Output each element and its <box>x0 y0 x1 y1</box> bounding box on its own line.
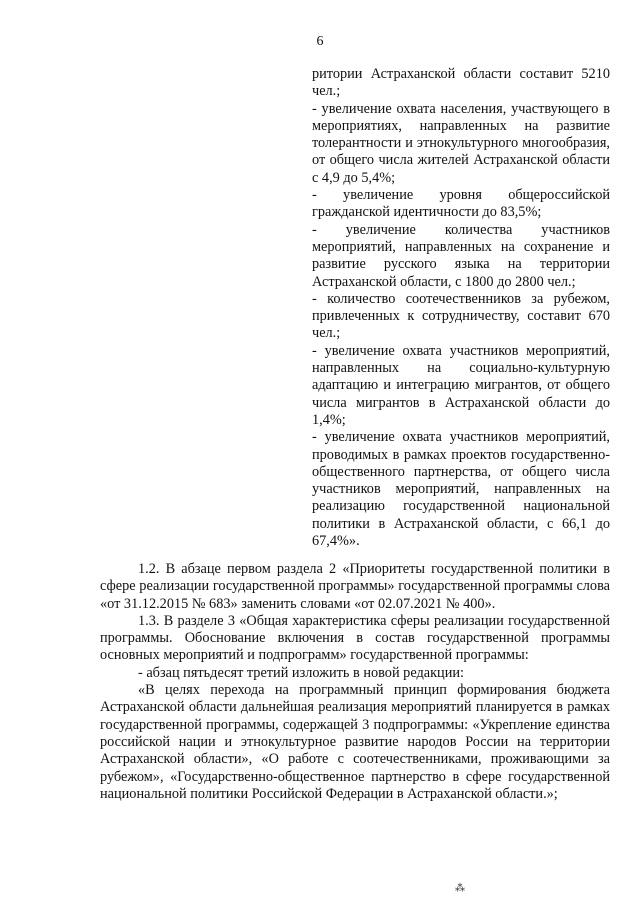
footer-mark: ⁂ <box>455 883 465 894</box>
list-item: - увеличение охвата участников мероприятий, направленных на социально-культурную адаптацию и интеграцию мигрантов, от общего числа мигрантов в Астраханской области до 1,4%; <box>312 342 610 428</box>
list-item: ритории Астраханской области составит 5210 чел.; <box>312 66 610 100</box>
paragraph: - абзац пятьдесят третий изложить в новой редакции: <box>138 664 464 681</box>
document-body <box>100 561 610 803</box>
paragraph: «В целях перехода на программный принцип формирования бюджета Астраханской области дальнейшая реализация мероприятий планируется в рамках государственной программы, содержащей 3 подпрограммы: «Укрепление единства российской нации и этнокультурное развитие народов России на территории Астраханской области», «О работе с соотечественниками, проживающими за рубежом», «Государственно-общественное партнерство в сфере государственной национальной политики Российской Федерации в Астраханской области.»; <box>100 682 610 802</box>
list-item: - увеличение количества участников мероприятий, направленных на сохранение и развитие русского языка на территории Астраханской области, с 1800 до 2800 чел.; <box>312 221 610 290</box>
paragraph: 1.2. В абзаце первом раздела 2 «Приоритеты государственной политики в сфере реализации государственной программы» государственной программы слова «от 31.12.2015 № 683» заменить словами «от 02.07.2021 № 400». <box>100 561 610 612</box>
list-item: - увеличение охвата участников мероприятий, проводимых в рамках проектов государственно-общественного партнерства, от общего числа участников мероприятий, направленных на реализацию государственной национальной политики в Астраханской области, с 66,1 до 67,4%». <box>312 429 610 550</box>
indicator-list <box>312 66 610 550</box>
list-item: - количество соотечественников за рубежом, привлеченных к сотрудничеству, составит 670 чел.; <box>312 290 610 342</box>
page-number: 6 <box>316 34 324 49</box>
list-item: - увеличение охвата населения, участвующего в мероприятиях, направленных на развитие толерантности и этнокультурного многообразия, от общего числа жителей Астраханской области с 4,9 до 5,4%; <box>312 100 610 186</box>
list-item: - увеличение уровня общероссийской гражданской идентичности до 83,5%; <box>312 187 610 221</box>
paragraph: 1.3. В разделе 3 «Общая характеристика сферы реализации государственной программы. Обоснование включения в состав государственной программы основных мероприятий и подпрограмм» государственной программы: <box>100 612 610 664</box>
